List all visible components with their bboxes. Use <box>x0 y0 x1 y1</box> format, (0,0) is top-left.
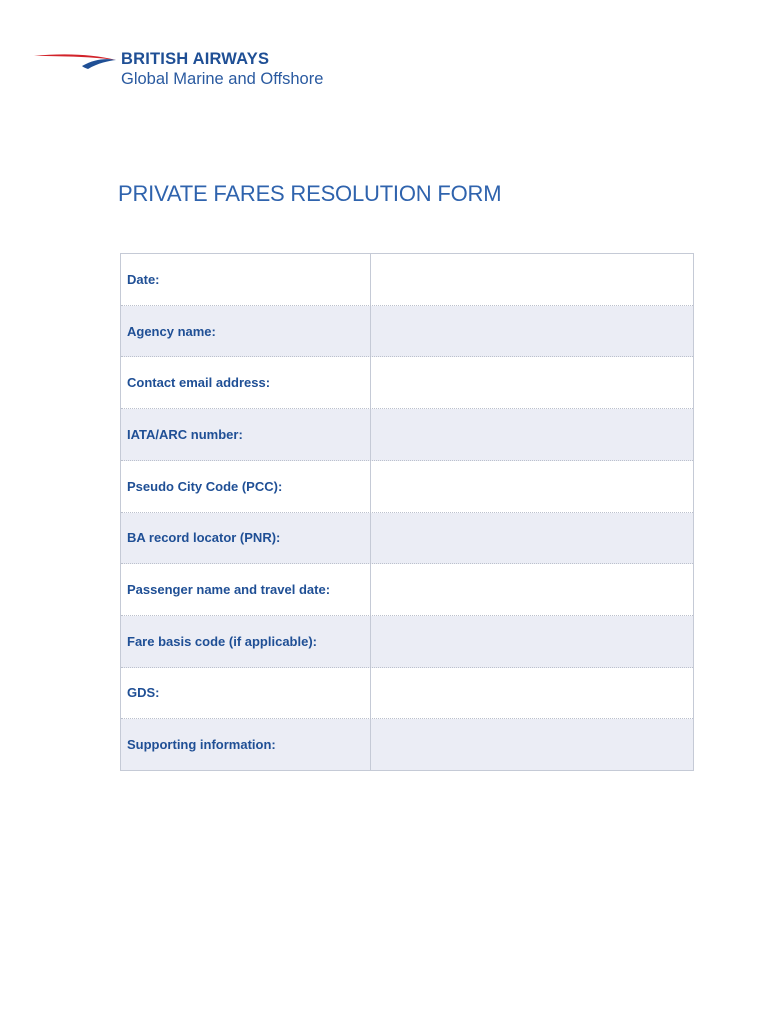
page-title: PRIVATE FARES RESOLUTION FORM <box>118 181 502 206</box>
speedmarque-icon <box>32 50 118 72</box>
date-field[interactable] <box>371 254 693 305</box>
british-airways-logo <box>32 48 372 94</box>
iata-arc-number-field[interactable] <box>371 409 693 460</box>
gds-label: GDS: <box>121 668 371 719</box>
fare-basis-code-field[interactable] <box>371 616 693 667</box>
form-row-pnr <box>121 513 693 565</box>
agency-name-label: Agency name: <box>121 306 371 357</box>
fare-basis-code-label: Fare basis code (if applicable): <box>121 616 371 667</box>
pnr-label: BA record locator (PNR): <box>121 513 371 564</box>
pnr-field[interactable] <box>371 513 693 564</box>
date-label: Date: <box>121 254 371 305</box>
agency-name-field[interactable] <box>371 306 693 357</box>
form-row-fare-basis-code <box>121 616 693 668</box>
form-row-date <box>121 254 693 306</box>
form-row-iata-arc-number <box>121 409 693 461</box>
form-table <box>120 253 694 771</box>
pcc-field[interactable] <box>371 461 693 512</box>
form-row-agency-name <box>121 306 693 358</box>
contact-email-label: Contact email address: <box>121 357 371 408</box>
form-row-pcc <box>121 461 693 513</box>
form-row-supporting-information <box>121 719 693 770</box>
division-name: Global Marine and Offshore <box>121 70 324 88</box>
form-row-contact-email <box>121 357 693 409</box>
supporting-information-field[interactable] <box>371 719 693 770</box>
gds-field[interactable] <box>371 668 693 719</box>
passenger-travel-date-field[interactable] <box>371 564 693 615</box>
passenger-travel-date-label: Passenger name and travel date: <box>121 564 371 615</box>
supporting-information-label: Supporting information: <box>121 719 371 770</box>
brand-name: BRITISH AIRWAYS <box>121 50 270 68</box>
pcc-label: Pseudo City Code (PCC): <box>121 461 371 512</box>
form-row-passenger-travel-date <box>121 564 693 616</box>
contact-email-field[interactable] <box>371 357 693 408</box>
iata-arc-number-label: IATA/ARC number: <box>121 409 371 460</box>
form-row-gds <box>121 668 693 720</box>
